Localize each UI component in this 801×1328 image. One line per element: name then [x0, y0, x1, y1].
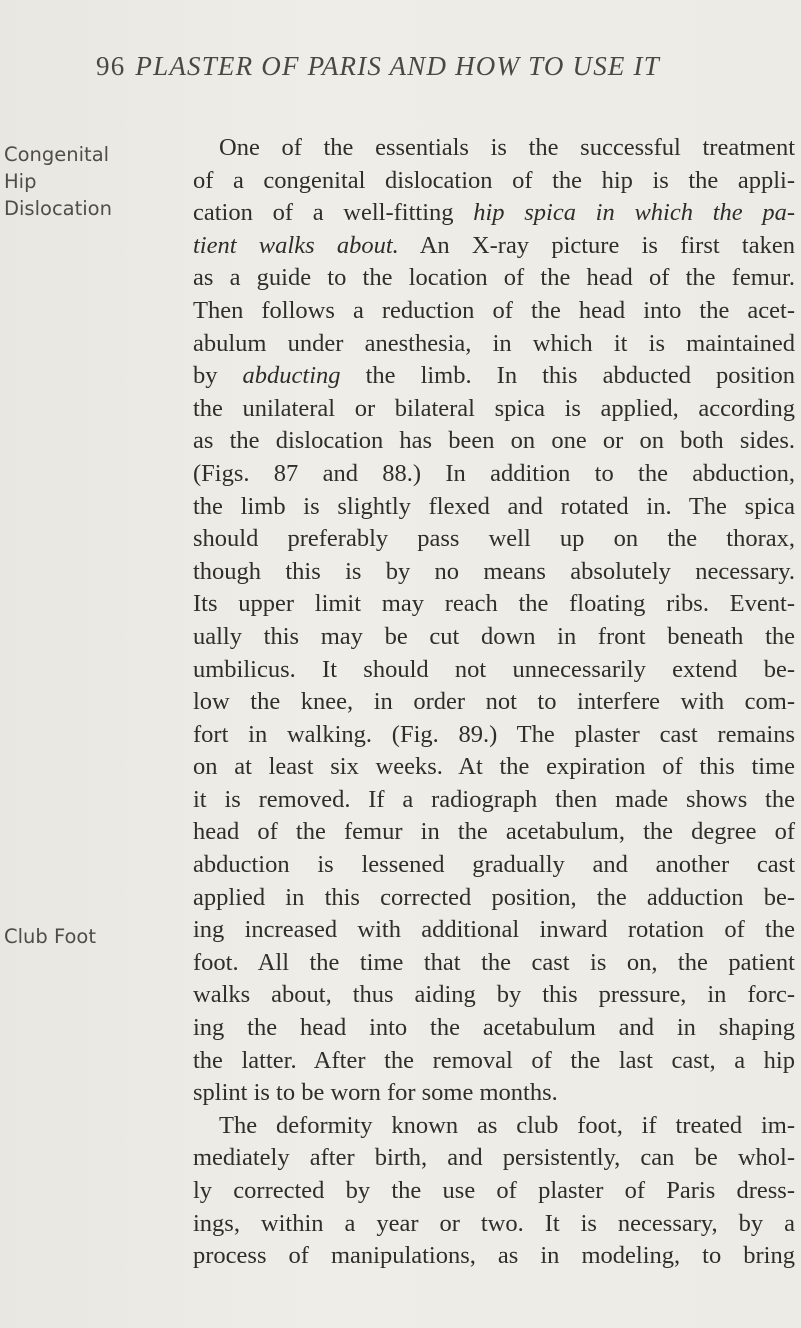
- text-line: on at least six weeks. At the expiration of this time: [193, 753, 795, 781]
- text-line: One of the essentials is the successful treatment: [219, 134, 795, 161]
- text-line: splint is to be worn for some months.: [193, 1079, 558, 1107]
- text-line: abulum under anesthesia, in which it is maintained: [193, 329, 795, 357]
- margin-note-line: Congenital: [4, 143, 110, 166]
- text-line: as the dislocation has been on one or on both sides.: [193, 427, 795, 455]
- text-line: ly corrected by the use of plaster of Paris dress-: [193, 1177, 795, 1204]
- text-line: umbilicus. It should not unnecessarily extend be-: [193, 655, 795, 683]
- margin-note-line: Club Foot: [4, 925, 96, 948]
- page-number: 96: [96, 51, 126, 81]
- text-line: head of the femur in the acetabulum, the degree of: [193, 818, 795, 846]
- margin-note-hip-dislocation: [4, 141, 184, 222]
- text-line: fort in walking. (Fig. 89.) The plaster cast remains: [193, 720, 795, 748]
- text-line: the unilateral or bilateral spica is applied, according: [193, 394, 795, 422]
- text-line: Its upper limit may reach the floating ribs. Event-: [193, 590, 795, 618]
- margin-note-club-foot: [4, 923, 184, 950]
- text-line: tient walks about. An X-ray picture is first taken: [193, 231, 795, 259]
- text-line: ing the head into the acetabulum and in shaping: [193, 1014, 795, 1042]
- text-line: Then follows a reduction of the head into the acet-: [193, 296, 795, 324]
- text-line: ually this may be cut down in front beneath the: [193, 622, 795, 650]
- text-line: walks about, thus aiding by this pressure, in forc-: [193, 981, 795, 1009]
- text-line: ings, within a year or two. It is necessary, by a: [193, 1209, 795, 1237]
- text-line: The deformity known as club foot, if treated im-: [219, 1111, 795, 1139]
- text-line: mediately after birth, and persistently, can be whol-: [193, 1144, 795, 1172]
- running-head: [96, 51, 796, 82]
- text-line: the limb is slightly flexed and rotated in. The spica: [193, 492, 795, 520]
- text-line: the latter. After the removal of the last cast, a hip: [193, 1046, 795, 1074]
- text-line: it is removed. If a radiograph then made shows the: [193, 785, 795, 813]
- text-line: by abducting the limb. In this abducted position: [193, 362, 795, 390]
- margin-note-line: Hip: [4, 170, 37, 193]
- running-head-title: PLASTER OF PARIS AND HOW TO USE IT: [135, 51, 660, 81]
- margin-note-line: Dislocation: [4, 197, 112, 220]
- text-line: applied in this corrected position, the adduction be-: [193, 883, 795, 911]
- body-text: [193, 132, 795, 1273]
- paragraph: [193, 132, 795, 1110]
- text-line: (Figs. 87 and 88.) In addition to the abduction,: [193, 459, 795, 487]
- text-line: process of manipulations, as in modeling, to bring: [193, 1242, 795, 1270]
- text-line: should preferably pass well up on the thorax,: [193, 525, 795, 553]
- text-line: as a guide to the location of the head of the femur.: [193, 264, 795, 292]
- text-line: abduction is lessened gradually and another cast: [193, 851, 795, 879]
- text-line: though this is by no means absolutely necessary.: [193, 557, 795, 585]
- paragraph: [193, 1110, 795, 1273]
- text-line: foot. All the time that the cast is on, the patient: [193, 948, 795, 976]
- text-line: ing increased with additional inward rotation of the: [193, 916, 795, 944]
- text-line: of a congenital dislocation of the hip is the appli-: [193, 166, 795, 194]
- text-line: cation of a well-fitting hip spica in which the pa-: [193, 199, 795, 227]
- text-line: low the knee, in order not to interfere with com-: [193, 688, 795, 716]
